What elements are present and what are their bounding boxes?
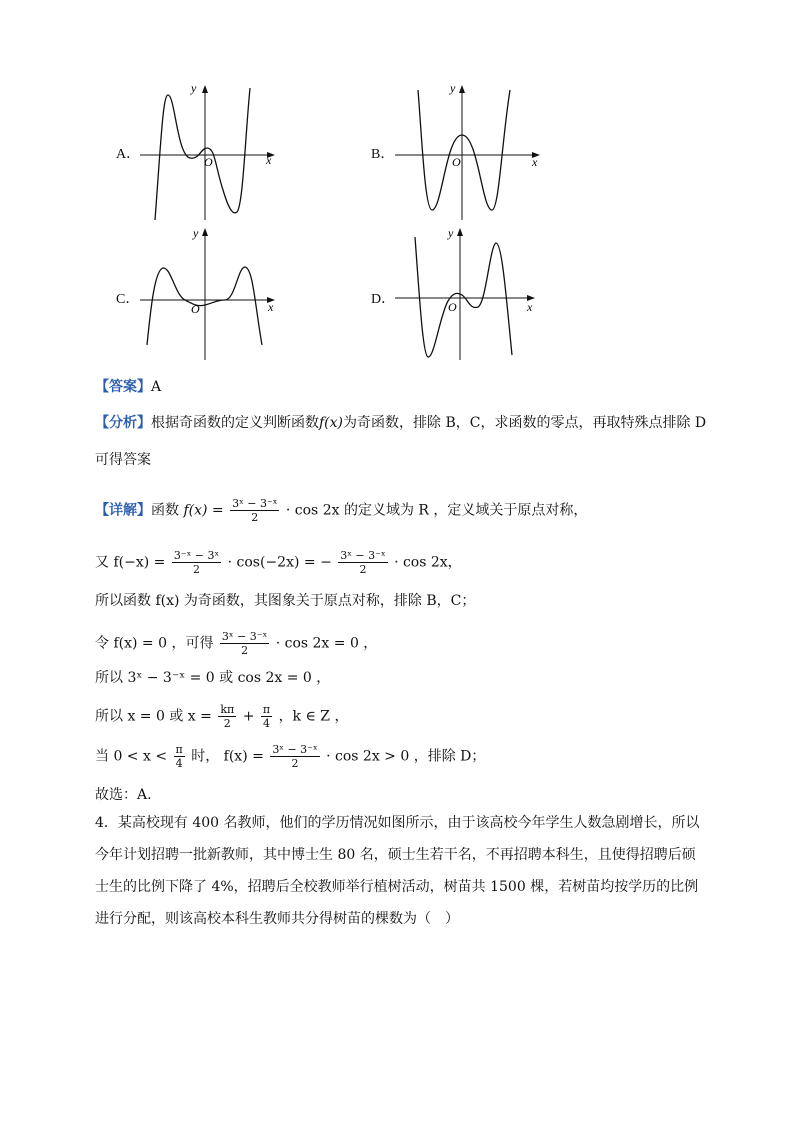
frac-num: 3ˣ − 3⁻ˣ (340, 549, 386, 562)
graph-b-y-label: y (450, 81, 456, 95)
detail-l1-a: 函数 (151, 502, 179, 519)
frac-num: kπ (220, 703, 235, 716)
detail-l2-frac-1 (172, 549, 221, 576)
option-b-label: B． (371, 147, 395, 162)
graph-b-origin-label: O (452, 155, 461, 169)
frac-den: 2 (241, 644, 249, 657)
detail-line-2 (95, 549, 462, 576)
graph-c-y-label: y (193, 226, 199, 240)
frac-num: π (175, 743, 183, 756)
graph-option-b (390, 80, 540, 225)
answer-tag: 【答案】 (95, 379, 151, 395)
detail-line-3: 所以函数 f(x) 为奇函数，其图象关于原点对称，排除 B，C； (95, 593, 476, 609)
detail-l2-b: · cos(−2x) = − (227, 554, 332, 571)
option-d-label: D． (371, 292, 396, 307)
detail-l6-plus: + (242, 708, 255, 725)
answer-line (95, 377, 161, 397)
detail-l7-b: 时， f(x) = (191, 748, 264, 765)
detail-l6-frac-1 (218, 703, 236, 730)
answer-text: A (151, 379, 162, 395)
frac-num: π (262, 703, 271, 716)
frac-den: 4 (175, 757, 183, 770)
graph-option-d (390, 225, 545, 365)
graph-a-x-label: x (266, 153, 272, 167)
detail-l6-frac-2 (261, 703, 272, 730)
graph-a-y-label: y (191, 81, 197, 95)
graph-c-x-label: x (268, 300, 274, 314)
question-4-text: 4．某高校现有 400 名教师，他们的学历情况如图所示，由于该高校今年学生人数急剧增长，所以今年计划招聘一批新教师，其中博士生 80 名，硕士生若干名，不再招聘本科生，且使得招聘后硕士生的比例下降了 4%，招聘后全校教师举行植树活动，树苗共 1500 棵，若树苗均按学历的比例进行分配，则该高校本科生教师共分得树苗的棵数为（ ） (95, 815, 700, 927)
detail-l1-b: · cos 2x 的定义域为 R ，定义域关于原点对称， (285, 502, 588, 519)
option-c-label: C． (116, 292, 140, 307)
graph-option-c (135, 225, 285, 365)
detail-l1-frac (230, 497, 279, 524)
analysis-text-a: 根据奇函数的定义判断函数 (151, 415, 319, 431)
detail-line-1 (95, 497, 587, 524)
frac-num: 3ˣ − 3⁻ˣ (272, 743, 318, 756)
graph-b-x-label: x (532, 155, 538, 169)
detail-l7-c: · cos 2x > 0 ，排除 D； (326, 748, 486, 765)
detail-line-6 (95, 703, 349, 730)
frac-den: 2 (223, 717, 231, 730)
detail-tag: 【详解】 (95, 502, 151, 519)
analysis-tag: 【分析】 (95, 415, 151, 431)
frac-num: 3ˣ − 3⁻ˣ (221, 630, 268, 643)
detail-l7-a: 当 0 < x < (95, 748, 168, 765)
frac-den: 2 (193, 563, 200, 576)
frac-num: 3⁻ˣ − 3ˣ (173, 549, 220, 562)
analysis-line-2: 可得答案 (95, 452, 151, 468)
graph-a-origin-label: O (204, 155, 213, 169)
detail-l2-a: 又 f(−x) = (95, 554, 166, 571)
graph-c-origin-label: O (191, 302, 200, 316)
frac-den: 2 (291, 757, 299, 770)
detail-l2-frac-2 (338, 549, 387, 576)
graph-d-y-label: y (448, 226, 454, 240)
graph-option-a (135, 80, 285, 225)
frac-den: 2 (251, 511, 259, 524)
frac-den: 2 (359, 563, 367, 576)
detail-l4-a: 令 f(x) = 0 ，可得 (95, 635, 214, 652)
detail-line-7 (95, 743, 485, 770)
detail-l6-b: ，k ∈ Z ， (278, 708, 349, 725)
option-a-label: A． (116, 147, 141, 162)
detail-l7-frac-1 (174, 743, 185, 770)
detail-line-4 (95, 630, 377, 657)
detail-l1-fx: f(x) = (183, 502, 224, 519)
frac-den: 4 (262, 717, 270, 730)
graph-d-origin-label: O (448, 300, 457, 314)
frac-num: 3ˣ − 3⁻ˣ (232, 497, 278, 510)
graph-d-x-label: x (527, 300, 533, 314)
analysis-line-1 (95, 413, 706, 433)
detail-l7-frac-2 (270, 743, 319, 770)
detail-l4-frac (220, 630, 269, 657)
detail-l6-a: 所以 x = 0 或 x = (95, 708, 212, 725)
analysis-fx: f(x) (319, 415, 344, 431)
detail-line-8: 故选：A. (95, 787, 152, 803)
detail-l4-b: · cos 2x = 0 ， (275, 635, 378, 652)
analysis-text-b: 为奇函数，排除 B，C，求函数的零点，再取特殊点排除 D (343, 415, 707, 431)
detail-l2-c: · cos 2x， (394, 554, 462, 571)
detail-line-5: 所以 3ˣ − 3⁻ˣ = 0 或 cos 2x = 0 ， (95, 670, 331, 686)
